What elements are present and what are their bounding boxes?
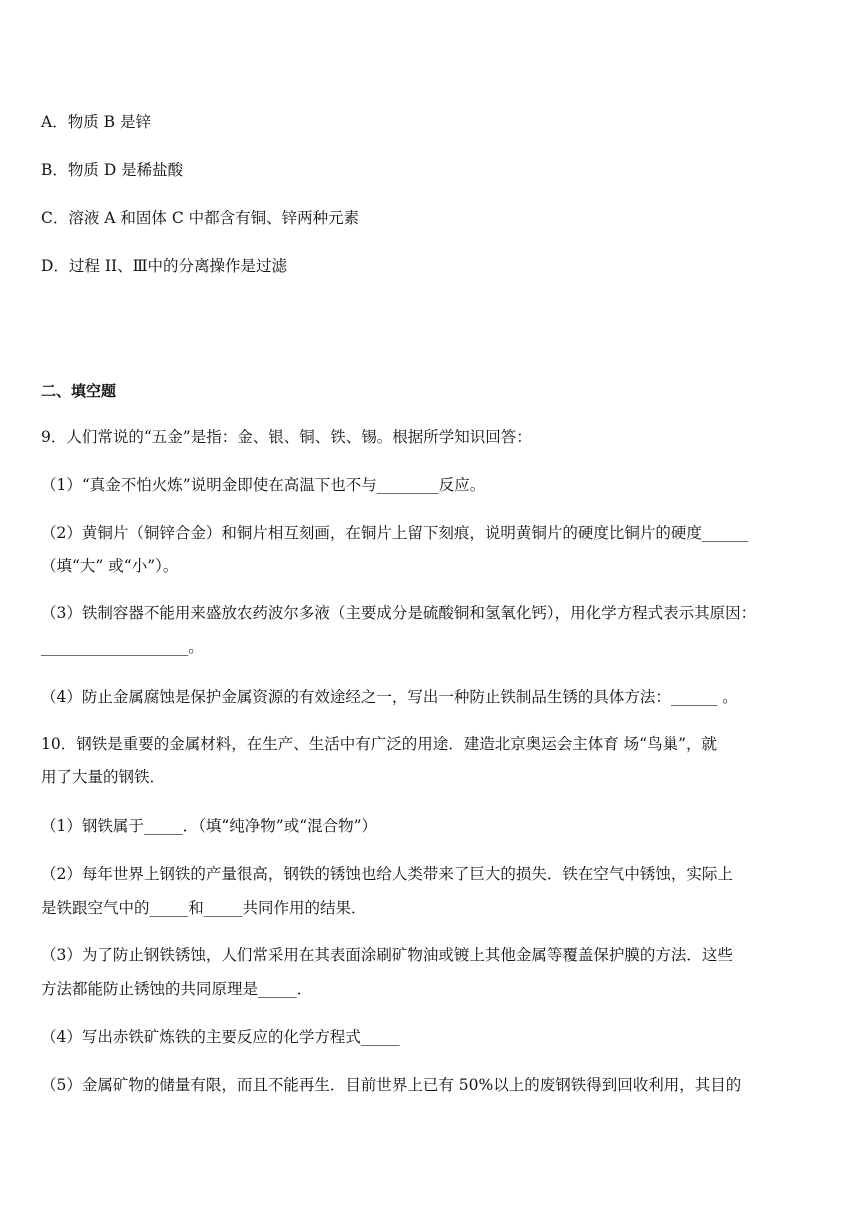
- q9-part2-line1: （2）黄铜片（铜锌合金）和铜片相互刻画，在铜片上留下刻痕，说明黄铜片的硬度比铜片的硬度______: [41, 524, 749, 542]
- q9-part3-line2: ___________________。: [41, 638, 204, 656]
- q10-stem-line1: 10．钢铁是重要的金属材料，在生产、生活中有广泛的用途．建造北京奥运会主体育 场“鸟巢”，就: [41, 735, 718, 753]
- q10-part2-line2: 是铁跟空气中的_____和_____共同作用的结果．: [41, 899, 367, 917]
- option-a: A．物质 B 是锌: [41, 113, 151, 131]
- q10-part3-line2: 方法都能防止锈蚀的共同原理是_____．: [41, 980, 313, 998]
- q9-part2-line2: （填“大” 或“小”）。: [41, 557, 179, 575]
- option-d: D．过程 II、Ⅲ中的分离操作是过滤: [41, 257, 288, 275]
- q10-part1: （1）钢铁属于_____．（填“纯净物”或“混合物”）: [41, 817, 378, 835]
- q10-part4: （4）写出赤铁矿炼铁的主要反应的化学方程式_____: [41, 1028, 400, 1046]
- q9-part4: （4）防止金属腐蚀是保护金属资源的有效途经之一，写出一种防止铁制品生锈的具体方法：______ 。: [41, 688, 738, 706]
- option-b: B．物质 D 是稀盐酸: [41, 161, 184, 179]
- q9-part1: （1）“真金不怕火炼”说明金即使在高温下也不与________反应。: [41, 476, 486, 494]
- q10-part2-line1: （2）每年世界上钢铁的产量很高，钢铁的锈蚀也给人类带来了巨大的损失．铁在空气中锈蚀，实际上: [41, 865, 733, 883]
- option-c: C．溶液 A 和固体 C 中都含有铜、锌两种元素: [41, 209, 360, 227]
- q10-stem-line2: 用了大量的钢铁．: [41, 768, 166, 786]
- q9-stem: 9．人们常说的“五金”是指：金、银、铜、铁、锡。根据所学知识回答：: [41, 428, 532, 446]
- section-title: 二、填空题: [41, 382, 117, 400]
- q10-part3-line1: （3）为了防止钢铁锈蚀，人们常采用在其表面涂刷矿物油或镀上其他金属等覆盖保护膜的方法．这些: [41, 946, 733, 964]
- q10-part5-line1: （5）金属矿物的储量有限，而且不能再生．目前世界上已有 50%以上的废钢铁得到回收利用，其目的: [41, 1076, 742, 1094]
- q9-part3-line1: （3）铁制容器不能用来盛放农药波尔多液（主要成分是硫酸铜和氢氧化钙），用化学方程式表示其原因：: [41, 604, 757, 622]
